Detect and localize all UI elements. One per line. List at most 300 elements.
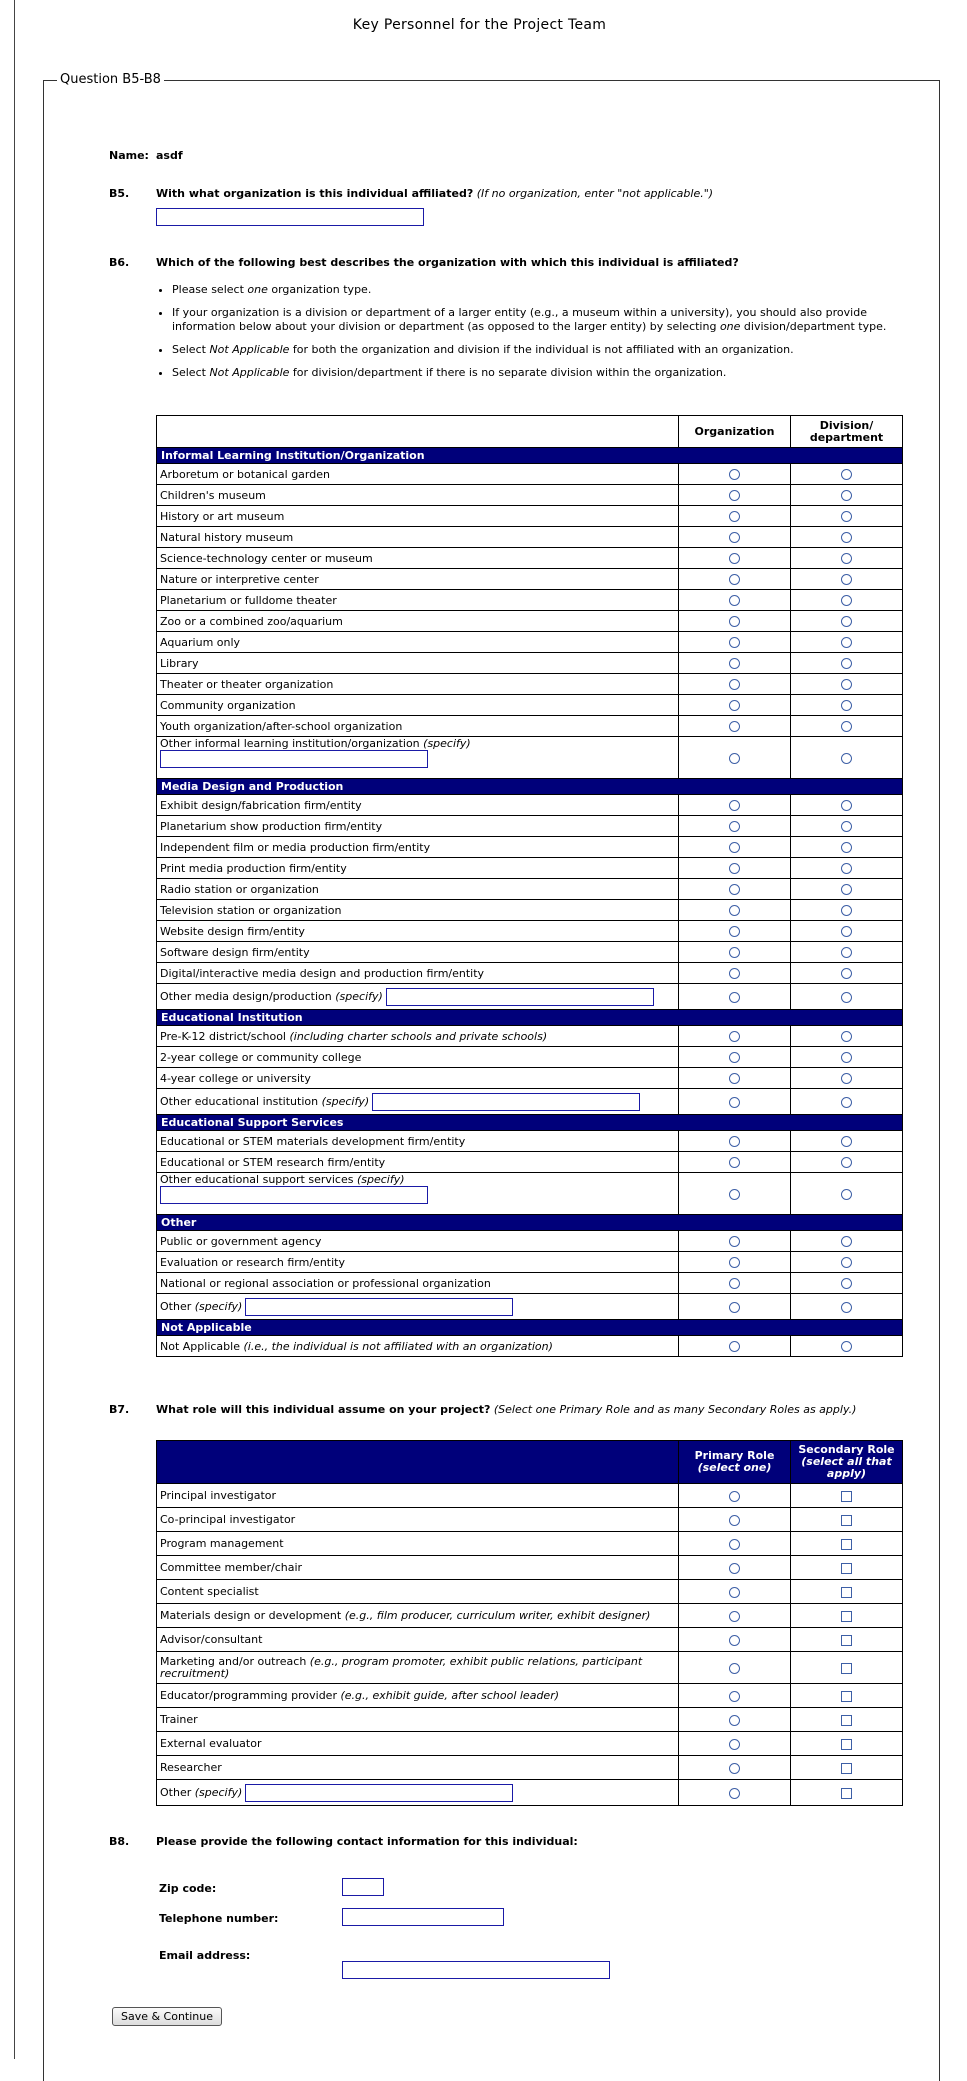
role-cell: [157, 1684, 679, 1708]
org-type-row: [157, 569, 903, 590]
primary-role-cell: [679, 1532, 791, 1556]
specify-input[interactable]: [160, 1186, 428, 1204]
secondary-role-checkbox[interactable]: [841, 1515, 852, 1526]
division-radio[interactable]: [841, 511, 852, 522]
organization-radio[interactable]: [729, 658, 740, 669]
org-type-cell: [157, 737, 679, 779]
primary-role-cell: [679, 1508, 791, 1532]
org-type-label: Website design firm/entity: [160, 924, 305, 938]
header-secondary-role: [791, 1441, 903, 1484]
role-specify-input[interactable]: [245, 1784, 513, 1802]
organization-radio[interactable]: [729, 1278, 740, 1289]
org-type-label: Library: [160, 656, 199, 670]
specify-input[interactable]: [372, 1093, 640, 1111]
role-label: Program management: [160, 1536, 284, 1550]
org-type-cell: [157, 1294, 679, 1320]
organization-radio[interactable]: [729, 721, 740, 732]
role-row: [157, 1628, 903, 1652]
division-radio[interactable]: [841, 884, 852, 895]
division-radio-cell: [791, 1336, 903, 1357]
org-type-row: [157, 695, 903, 716]
organization-radio-cell: [679, 506, 791, 527]
role-cell: [157, 1708, 679, 1732]
division-radio-cell: [791, 1068, 903, 1089]
organization-radio[interactable]: [729, 884, 740, 895]
organization-radio-cell: [679, 837, 791, 858]
role-label: Educator/programming provider: [160, 1688, 341, 1702]
email-input[interactable]: [342, 1961, 610, 1979]
division-radio[interactable]: [841, 658, 852, 669]
organization-radio[interactable]: [729, 968, 740, 979]
organization-radio[interactable]: [729, 616, 740, 627]
org-type-cell: [157, 921, 679, 942]
instruction-text: for division/department if there is no separate division within the organization.: [289, 366, 727, 379]
secondary-role-checkbox[interactable]: [841, 1788, 852, 1799]
division-radio[interactable]: [841, 992, 852, 1003]
division-radio[interactable]: [841, 595, 852, 606]
secondary-role-checkbox[interactable]: [841, 1587, 852, 1598]
org-type-row: [157, 1068, 903, 1089]
org-type-cell: [157, 900, 679, 921]
division-radio[interactable]: [841, 574, 852, 585]
primary-role-radio[interactable]: [729, 1763, 740, 1774]
org-type-row: [157, 1047, 903, 1068]
organization-radio[interactable]: [729, 1236, 740, 1247]
org-type-label: Independent film or media production firm/entity: [160, 840, 431, 854]
primary-role-radio[interactable]: [729, 1587, 740, 1598]
division-radio[interactable]: [841, 1257, 852, 1268]
zip-code-input[interactable]: [342, 1878, 384, 1896]
org-type-label: Educational or STEM materials development firm/entity: [160, 1134, 466, 1148]
primary-role-radio[interactable]: [729, 1563, 740, 1574]
organization-radio[interactable]: [729, 926, 740, 937]
secondary-role-cell: [791, 1708, 903, 1732]
specify-input[interactable]: [160, 750, 428, 768]
org-type-row: [157, 1273, 903, 1294]
role-row: [157, 1780, 903, 1806]
org-type-row: [157, 1231, 903, 1252]
secondary-role-cell: [791, 1580, 903, 1604]
primary-role-cell: [679, 1604, 791, 1628]
role-cell: [157, 1556, 679, 1580]
division-radio[interactable]: [841, 679, 852, 690]
division-radio[interactable]: [841, 532, 852, 543]
organization-radio-cell: [679, 674, 791, 695]
division-radio-cell: [791, 1231, 903, 1252]
org-type-cell: [157, 984, 679, 1010]
division-radio-cell: [791, 632, 903, 653]
org-type-cell: [157, 1089, 679, 1115]
division-radio[interactable]: [841, 968, 852, 979]
organization-radio-cell: [679, 1231, 791, 1252]
organization-radio[interactable]: [729, 553, 740, 564]
organization-radio[interactable]: [729, 469, 740, 480]
org-type-cell: [157, 1252, 679, 1273]
org-type-label: Exhibit design/fabrication firm/entity: [160, 798, 362, 812]
organization-radio-cell: [679, 1173, 791, 1215]
division-radio[interactable]: [841, 1341, 852, 1352]
organization-type-table: [156, 415, 903, 1357]
primary-role-radio[interactable]: [729, 1715, 740, 1726]
org-type-row: [157, 464, 903, 485]
section-title: Educational Support Services: [157, 1115, 903, 1131]
org-type-label: Print media production firm/entity: [160, 861, 347, 875]
org-type-note: (specify): [194, 1299, 243, 1313]
org-type-row: [157, 1173, 903, 1215]
division-radio[interactable]: [841, 469, 852, 480]
organization-radio-cell: [679, 695, 791, 716]
org-type-label: Arboretum or botanical garden: [160, 467, 330, 481]
role-cell: [157, 1580, 679, 1604]
division-radio[interactable]: [841, 800, 852, 811]
division-radio-cell: [791, 921, 903, 942]
org-type-label: Nature or interpretive center: [160, 572, 319, 586]
org-type-label: Educational or STEM research firm/entity: [160, 1155, 386, 1169]
org-type-row: [157, 1294, 903, 1320]
b6-instructions: [156, 283, 932, 389]
secondary-role-checkbox[interactable]: [841, 1491, 852, 1502]
org-type-cell: [157, 942, 679, 963]
org-type-cell: [157, 1231, 679, 1252]
org-type-cell: [157, 1336, 679, 1357]
b6-number: B6.: [109, 256, 130, 269]
division-radio-cell: [791, 963, 903, 984]
primary-role-radio[interactable]: [729, 1788, 740, 1799]
organization-radio-cell: [679, 1336, 791, 1357]
b5-organization-input[interactable]: [156, 208, 424, 226]
secondary-role-title: Secondary Role: [798, 1443, 895, 1456]
division-radio[interactable]: [841, 490, 852, 501]
organization-radio[interactable]: [729, 842, 740, 853]
organization-radio[interactable]: [729, 1257, 740, 1268]
division-radio[interactable]: [841, 1236, 852, 1247]
org-type-row: [157, 963, 903, 984]
org-type-row: [157, 1152, 903, 1173]
primary-role-note: (select one): [697, 1461, 772, 1474]
organization-radio[interactable]: [729, 1157, 740, 1168]
division-radio[interactable]: [841, 1052, 852, 1063]
organization-radio[interactable]: [729, 992, 740, 1003]
role-label: Researcher: [160, 1760, 222, 1774]
secondary-role-checkbox[interactable]: [841, 1539, 852, 1550]
organization-radio-cell: [679, 879, 791, 900]
org-type-label: Digital/interactive media design and production firm/entity: [160, 966, 485, 980]
role-row: [157, 1756, 903, 1780]
secondary-role-cell: [791, 1780, 903, 1806]
organization-radio[interactable]: [729, 1031, 740, 1042]
section-header: [157, 779, 903, 795]
org-type-row: [157, 716, 903, 737]
org-type-cell: [157, 1131, 679, 1152]
org-type-row: [157, 527, 903, 548]
organization-radio[interactable]: [729, 700, 740, 711]
organization-radio-cell: [679, 1047, 791, 1068]
telephone-label: Telephone number:: [159, 1912, 279, 1925]
org-type-label: Radio station or organization: [160, 882, 319, 896]
division-radio-cell: [791, 984, 903, 1010]
org-type-row: [157, 879, 903, 900]
division-radio[interactable]: [841, 1136, 852, 1147]
org-type-cell: [157, 485, 679, 506]
org-type-label: Planetarium or fulldome theater: [160, 593, 337, 607]
organization-radio[interactable]: [729, 1302, 740, 1313]
org-type-label: Other educational support services: [160, 1173, 357, 1186]
organization-radio[interactable]: [729, 1189, 740, 1200]
division-radio[interactable]: [841, 700, 852, 711]
role-row: [157, 1532, 903, 1556]
division-radio-cell: [791, 653, 903, 674]
instruction-text: division/department type.: [740, 320, 887, 333]
secondary-role-cell: [791, 1556, 903, 1580]
secondary-role-checkbox[interactable]: [841, 1611, 852, 1622]
organization-radio-cell: [679, 921, 791, 942]
division-radio-cell: [791, 674, 903, 695]
organization-radio-cell: [679, 590, 791, 611]
role-label: Co-principal investigator: [160, 1512, 296, 1526]
org-type-label: Youth organization/after-school organization: [160, 719, 403, 733]
organization-radio-cell: [679, 984, 791, 1010]
org-type-label: Not Applicable: [160, 1339, 244, 1353]
org-type-cell: [157, 653, 679, 674]
role-cell: [157, 1756, 679, 1780]
instruction-text: organization type.: [267, 283, 372, 296]
primary-role-radio[interactable]: [729, 1539, 740, 1550]
organization-radio-cell: [679, 569, 791, 590]
org-type-row: [157, 611, 903, 632]
role-cell: [157, 1628, 679, 1652]
role-label: Committee member/chair: [160, 1560, 303, 1574]
telephone-input[interactable]: [342, 1908, 504, 1926]
organization-radio[interactable]: [729, 800, 740, 811]
division-radio[interactable]: [841, 1302, 852, 1313]
instruction-text: Please select: [172, 283, 248, 296]
specify-input[interactable]: [245, 1298, 513, 1316]
division-radio[interactable]: [841, 1278, 852, 1289]
organization-radio[interactable]: [729, 821, 740, 832]
role-row: [157, 1652, 903, 1684]
org-type-row: [157, 795, 903, 816]
secondary-role-checkbox[interactable]: [841, 1663, 852, 1674]
division-radio[interactable]: [841, 616, 852, 627]
role-cell: [157, 1484, 679, 1508]
division-radio[interactable]: [841, 821, 852, 832]
org-type-label: 2-year college or community college: [160, 1050, 362, 1064]
organization-radio-cell: [679, 963, 791, 984]
role-cell: [157, 1652, 679, 1684]
organization-radio-cell: [679, 1273, 791, 1294]
org-type-cell: [157, 1152, 679, 1173]
section-title: Educational Institution: [157, 1010, 903, 1026]
division-radio[interactable]: [841, 753, 852, 764]
organization-radio-cell: [679, 464, 791, 485]
organization-radio[interactable]: [729, 532, 740, 543]
org-type-note: (i.e., the individual is not affiliated with an organization): [243, 1339, 553, 1353]
division-radio-cell: [791, 1294, 903, 1320]
organization-radio[interactable]: [729, 947, 740, 958]
org-type-label: Other educational institution: [160, 1094, 322, 1108]
organization-radio[interactable]: [729, 679, 740, 690]
organization-radio[interactable]: [729, 490, 740, 501]
division-radio[interactable]: [841, 637, 852, 648]
org-type-row: [157, 506, 903, 527]
division-radio-cell: [791, 590, 903, 611]
role-label: Materials design or development: [160, 1608, 345, 1622]
org-type-cell: [157, 816, 679, 837]
organization-radio[interactable]: [729, 1341, 740, 1352]
division-radio[interactable]: [841, 721, 852, 732]
organization-radio-cell: [679, 1252, 791, 1273]
org-type-label: Public or government agency: [160, 1234, 322, 1248]
division-radio[interactable]: [841, 1073, 852, 1084]
role-label: Content specialist: [160, 1584, 259, 1598]
org-type-row: [157, 921, 903, 942]
secondary-role-checkbox[interactable]: [841, 1715, 852, 1726]
b8-number: B8.: [109, 1835, 130, 1848]
b6-instruction-item: [172, 343, 932, 357]
instruction-emphasis: Not Applicable: [209, 366, 290, 379]
b6-instruction-item: [172, 283, 932, 297]
division-radio[interactable]: [841, 1189, 852, 1200]
secondary-role-cell: [791, 1604, 903, 1628]
division-radio[interactable]: [841, 926, 852, 937]
org-type-row: [157, 674, 903, 695]
secondary-role-cell: [791, 1652, 903, 1684]
organization-radio[interactable]: [729, 753, 740, 764]
primary-role-radio[interactable]: [729, 1691, 740, 1702]
org-type-label: Other media design/production: [160, 989, 336, 1003]
division-radio-cell: [791, 485, 903, 506]
secondary-role-checkbox[interactable]: [841, 1563, 852, 1574]
organization-radio[interactable]: [729, 1136, 740, 1147]
instruction-text: Select: [172, 343, 210, 356]
organization-radio[interactable]: [729, 574, 740, 585]
org-type-note: (specify): [356, 1173, 405, 1186]
org-type-label: Evaluation or research firm/entity: [160, 1255, 345, 1269]
org-type-cell: [157, 632, 679, 653]
organization-radio-cell: [679, 900, 791, 921]
organization-radio[interactable]: [729, 1097, 740, 1108]
secondary-role-checkbox[interactable]: [841, 1635, 852, 1646]
organization-radio-cell: [679, 653, 791, 674]
instruction-text: Select: [172, 366, 210, 379]
secondary-role-checkbox[interactable]: [841, 1691, 852, 1702]
primary-role-cell: [679, 1580, 791, 1604]
organization-radio-cell: [679, 795, 791, 816]
secondary-role-cell: [791, 1756, 903, 1780]
org-type-label: History or art museum: [160, 509, 285, 523]
division-radio[interactable]: [841, 1157, 852, 1168]
primary-role-radio[interactable]: [729, 1611, 740, 1622]
org-type-cell: [157, 527, 679, 548]
organization-radio[interactable]: [729, 511, 740, 522]
role-cell: [157, 1604, 679, 1628]
organization-radio-cell: [679, 632, 791, 653]
primary-role-title: Primary Role: [694, 1449, 775, 1462]
role-label: External evaluator: [160, 1736, 262, 1750]
organization-radio-cell: [679, 548, 791, 569]
division-radio[interactable]: [841, 1097, 852, 1108]
organization-radio[interactable]: [729, 863, 740, 874]
org-type-row: [157, 900, 903, 921]
division-radio-cell: [791, 737, 903, 779]
primary-role-cell: [679, 1732, 791, 1756]
secondary-role-note: (select all that apply): [801, 1455, 892, 1480]
division-radio[interactable]: [841, 1031, 852, 1042]
instruction-text: for both the organization and division if the individual is not affiliated with an organization.: [289, 343, 794, 356]
role-label: Marketing and/or outreach: [160, 1654, 310, 1668]
division-radio-cell: [791, 879, 903, 900]
organization-radio-cell: [679, 816, 791, 837]
org-type-row: [157, 816, 903, 837]
fieldset-legend: Question B5-B8: [57, 72, 164, 87]
division-radio-cell: [791, 1026, 903, 1047]
zip-label: Zip code:: [159, 1882, 217, 1895]
division-radio-cell: [791, 1273, 903, 1294]
organization-radio[interactable]: [729, 905, 740, 916]
org-type-row: [157, 837, 903, 858]
division-radio-cell: [791, 1152, 903, 1173]
primary-role-radio[interactable]: [729, 1515, 740, 1526]
org-type-row: [157, 485, 903, 506]
org-type-note: (including charter schools and private schools): [289, 1029, 548, 1043]
organization-radio-cell: [679, 1068, 791, 1089]
secondary-role-cell: [791, 1532, 903, 1556]
organization-radio[interactable]: [729, 1052, 740, 1063]
org-type-row: [157, 737, 903, 779]
secondary-role-checkbox[interactable]: [841, 1763, 852, 1774]
instruction-emphasis: one: [719, 320, 741, 333]
organization-radio[interactable]: [729, 1073, 740, 1084]
specify-input[interactable]: [386, 988, 654, 1006]
project-role-table: [156, 1440, 903, 1806]
org-type-row: [157, 548, 903, 569]
primary-role-radio[interactable]: [729, 1635, 740, 1646]
role-note: (e.g., film producer, curriculum writer, exhibit designer): [344, 1608, 651, 1622]
primary-role-cell: [679, 1756, 791, 1780]
organization-radio-cell: [679, 611, 791, 632]
primary-role-radio[interactable]: [729, 1739, 740, 1750]
primary-role-cell: [679, 1684, 791, 1708]
division-radio-cell: [791, 1089, 903, 1115]
primary-role-radio[interactable]: [729, 1663, 740, 1674]
section-header: [157, 1115, 903, 1131]
org-type-cell: [157, 569, 679, 590]
division-radio[interactable]: [841, 863, 852, 874]
b7-number: B7.: [109, 1403, 130, 1416]
b6-instruction-item: [172, 366, 932, 380]
role-note: (e.g., program promoter, exhibit public relations, participant recruitment): [160, 1654, 643, 1680]
instruction-emphasis: Not Applicable: [209, 343, 290, 356]
org-type-cell: [157, 716, 679, 737]
division-radio[interactable]: [841, 553, 852, 564]
division-radio-cell: [791, 1252, 903, 1273]
primary-role-radio[interactable]: [729, 1491, 740, 1502]
section-header: [157, 1215, 903, 1231]
org-type-cell: [157, 1026, 679, 1047]
save-continue-button[interactable]: Save & Continue: [112, 2007, 222, 2026]
division-radio[interactable]: [841, 947, 852, 958]
division-radio[interactable]: [841, 842, 852, 853]
organization-radio[interactable]: [729, 595, 740, 606]
b8-question: Please provide the following contact information for this individual:: [156, 1835, 578, 1848]
org-type-cell: [157, 611, 679, 632]
org-type-cell: [157, 879, 679, 900]
division-radio[interactable]: [841, 905, 852, 916]
division-radio-cell: [791, 1131, 903, 1152]
organization-radio[interactable]: [729, 637, 740, 648]
secondary-role-checkbox[interactable]: [841, 1739, 852, 1750]
org-type-label: Science-technology center or museum: [160, 551, 373, 565]
